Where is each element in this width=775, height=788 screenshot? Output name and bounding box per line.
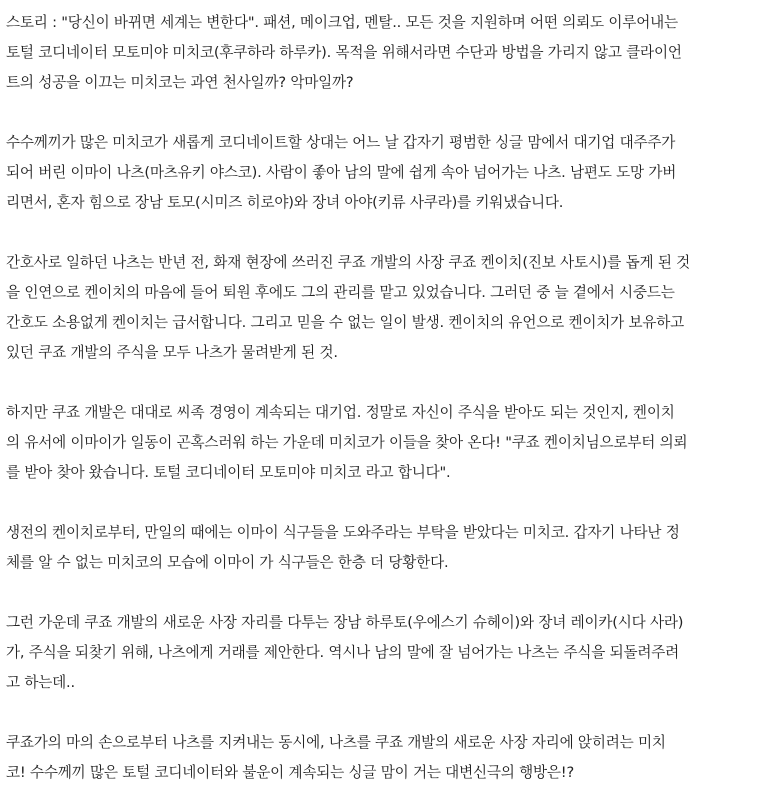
paragraph-conclusion	[6, 728, 753, 788]
text-line: 트의 성공을 이끄는 미치코는 과연 천사일까? 악마일까?	[6, 74, 354, 91]
paragraph-inheritance	[6, 248, 753, 368]
paragraph-natsu-intro	[6, 128, 753, 218]
text-line: 간호도 소용없게 켄이치는 급서합니다. 그리고 믿을 수 없는 일이 발생. 켄이치의 유언으로 켄이치가 보유하고	[6, 314, 685, 331]
text-line: 체를 알 수 없는 미치코의 모습에 이마이 가 식구들은 한층 더 당황한다.	[6, 554, 449, 571]
paragraph-story-intro	[6, 8, 753, 98]
text-line: 코! 수수께끼 많은 토털 코디네이터와 불운이 계속되는 싱글 맘이 거는 대변신극의 행방은!?	[6, 764, 574, 781]
paragraph-request	[6, 518, 753, 578]
text-line: 생전의 켄이치로부터, 만일의 때에는 이마이 식구들을 도와주라는 부탁을 받았다는 미치코. 갑자기 나타난 정	[6, 524, 680, 541]
text-line: 가, 주식을 되찾기 위해, 나츠에게 거래를 제안한다. 역시나 남의 말에 잘 넘어가는 나츠는 주식을 되돌려주려	[6, 644, 680, 661]
text-line: 간호사로 일하던 나츠는 반년 전, 화재 현장에 쓰러진 쿠죠 개발의 사장 쿠죠 켄이치(진보 사토시)를 돕게 된 것	[6, 254, 691, 271]
text-line: 쿠죠가의 마의 손으로부터 나츠를 지켜내는 동시에, 나츠를 쿠죠 개발의 새로운 사장 자리에 앉히려는 미치	[6, 734, 666, 751]
text-line: 되어 버린 이마이 나츠(마츠유키 야스코). 사람이 좋아 남의 말에 쉽게 속아 넘어가는 나츠. 남편도 도망 가버	[6, 164, 677, 181]
text-line: 토털 코디네이터 모토미야 미치코(후쿠하라 하루카). 목적을 위해서라면 수단과 방법을 가리지 않고 클라이언	[6, 44, 682, 61]
text-line: 스토리 : "당신이 바뀌면 세계는 변한다". 패션, 메이크업, 멘탈.. 모든 것을 지원하며 어떤 의뢰도 이루어내는	[6, 14, 678, 31]
text-line: 리면서, 혼자 힘으로 장남 토모(시미즈 히로야)와 장녀 아야(키류 사쿠라)를 키워냈습니다.	[6, 194, 564, 211]
text-line: 수수께끼가 많은 미치코가 새롭게 코디네이트할 상대는 어느 날 갑자기 평범한 싱글 맘에서 대기업 대주주가	[6, 134, 676, 151]
paragraph-michiko-arrives	[6, 398, 753, 488]
text-line: 을 인연으로 켄이치의 마음에 들어 퇴원 후에도 그의 관리를 맡고 있었습니다. 그러던 중 늘 곁에서 시중드는	[6, 284, 675, 301]
text-line: 를 받아 찾아 왔습니다. 토털 코디네이터 모토미야 미치코 라고 합니다".	[6, 464, 451, 481]
text-line: 있던 쿠죠 개발의 주식을 모두 나츠가 물려받게 된 것.	[6, 344, 338, 361]
text-line: 의 유서에 이마이가 일동이 곤혹스러워 하는 가운데 미치코가 이들을 찾아 온다! "쿠죠 켄이치님으로부터 의뢰	[6, 434, 688, 451]
text-line: 그런 가운데 쿠죠 개발의 새로운 사장 자리를 다투는 장남 하루토(우에스기 슈헤이)와 장녀 레이카(시다 사라)	[6, 614, 684, 631]
paragraph-deal	[6, 608, 753, 698]
text-line: 하지만 쿠죠 개발은 대대로 씨족 경영이 계속되는 대기업. 정말로 자신이 주식을 받아도 되는 것인지, 켄이치	[6, 404, 675, 421]
text-line: 고 하는데..	[6, 674, 75, 691]
